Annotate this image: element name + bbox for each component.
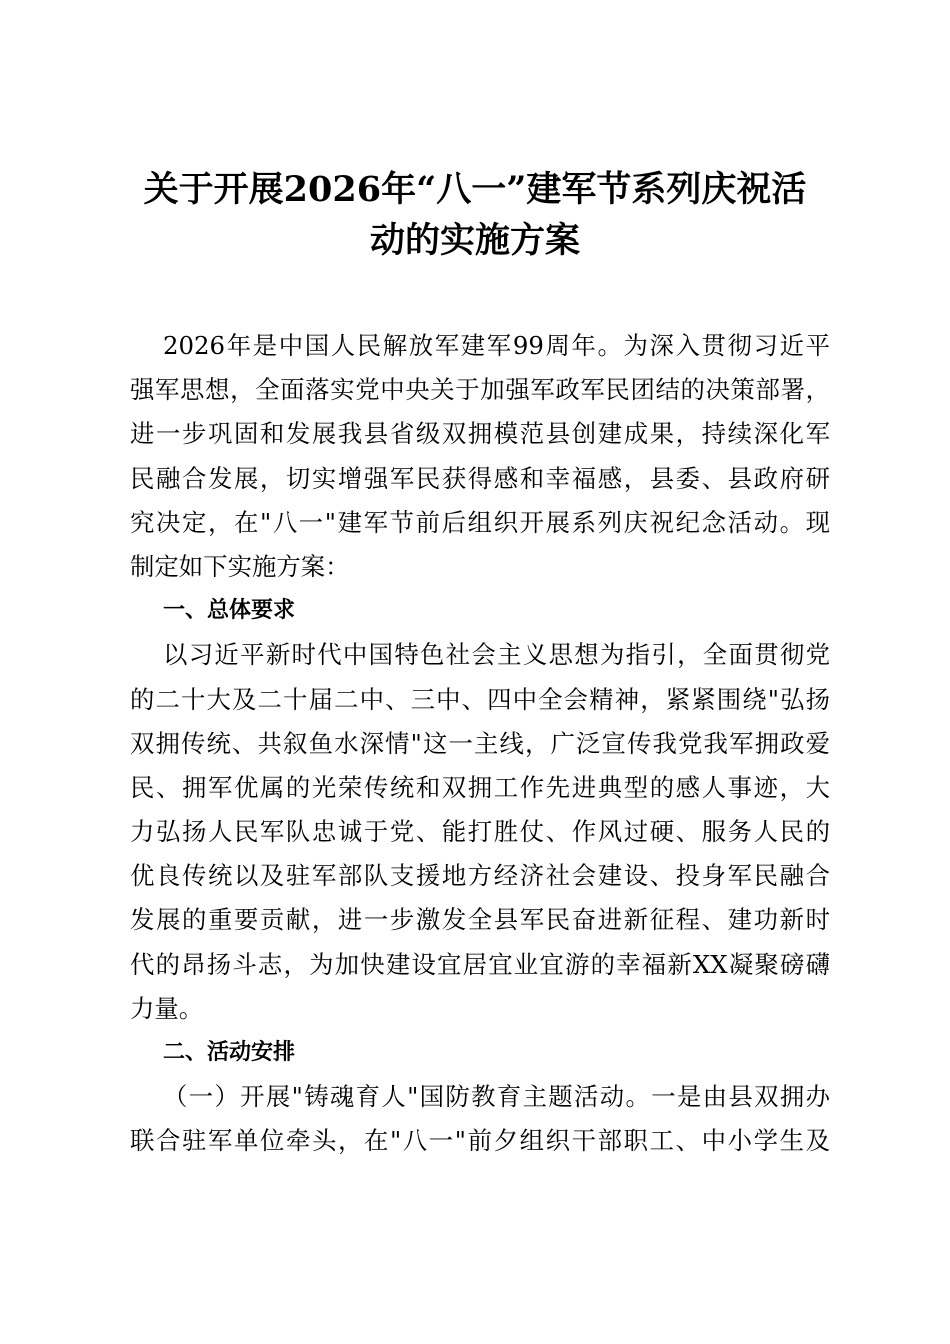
intro-line: 强军思想，全面落实党中央关于加强军政军民团结的决策部署， bbox=[130, 375, 830, 405]
intro-line: 究决定，在"八一"建军节前后组织开展系列庆祝纪念活动。现 bbox=[130, 507, 830, 537]
intro-line: 制定如下实施方案： bbox=[130, 551, 350, 581]
section-line: （一）开展"铸魂育人"国防教育主题活动。一是由县双拥办 bbox=[163, 1082, 830, 1112]
section-line: 联合驻军单位牵头，在"八一"前夕组织干部职工、中小学生及 bbox=[130, 1126, 830, 1156]
intro-line: 进一步巩固和发展我县省级双拥模范县创建成果，持续深化军 bbox=[130, 419, 830, 449]
section-heading: 一、总体要求 bbox=[163, 598, 296, 624]
section-line: 优良传统以及驻军部队支援地方经济社会建设、投身军民融合 bbox=[130, 861, 830, 891]
document-title bbox=[120, 164, 830, 266]
section-line: 发展的重要贡献，进一步激发全县军民奋进新征程、建功新时 bbox=[130, 905, 830, 935]
section-line: 民、拥军优属的光荣传统和双拥工作先进典型的感人事迹，大 bbox=[130, 772, 830, 802]
section-line: 力量。 bbox=[130, 993, 204, 1023]
section-line: 的二十大及二十届二中、三中、四中全会精神，紧紧围绕"弘扬 bbox=[130, 684, 830, 714]
title-line: 动的实施方案 bbox=[369, 220, 580, 261]
section-line: 代的昂扬斗志，为加快建设宜居宜业宜游的幸福新XX凝聚磅礴 bbox=[130, 949, 830, 979]
section-heading: 二、活动安排 bbox=[163, 1040, 296, 1065]
intro-line: 民融合发展，切实增强军民获得感和幸福感，县委、县政府研 bbox=[130, 463, 830, 493]
section-line: 力弘扬人民军队忠诚于党、能打胜仗、作风过硬、服务人民的 bbox=[130, 817, 830, 847]
title-line: 关于开展2026年“八一”建军节系列庆祝活 bbox=[143, 169, 807, 210]
document-body bbox=[130, 324, 830, 1164]
intro-line: 2026年是中国人民解放军建军99周年。为深入贯彻习近平 bbox=[163, 331, 830, 360]
section-line: 双拥传统、共叙鱼水深情"这一主线，广泛宣传我党我军拥政爱 bbox=[130, 728, 830, 758]
section-line: 以习近平新时代中国特色社会主义思想为指引，全面贯彻党 bbox=[163, 640, 830, 670]
